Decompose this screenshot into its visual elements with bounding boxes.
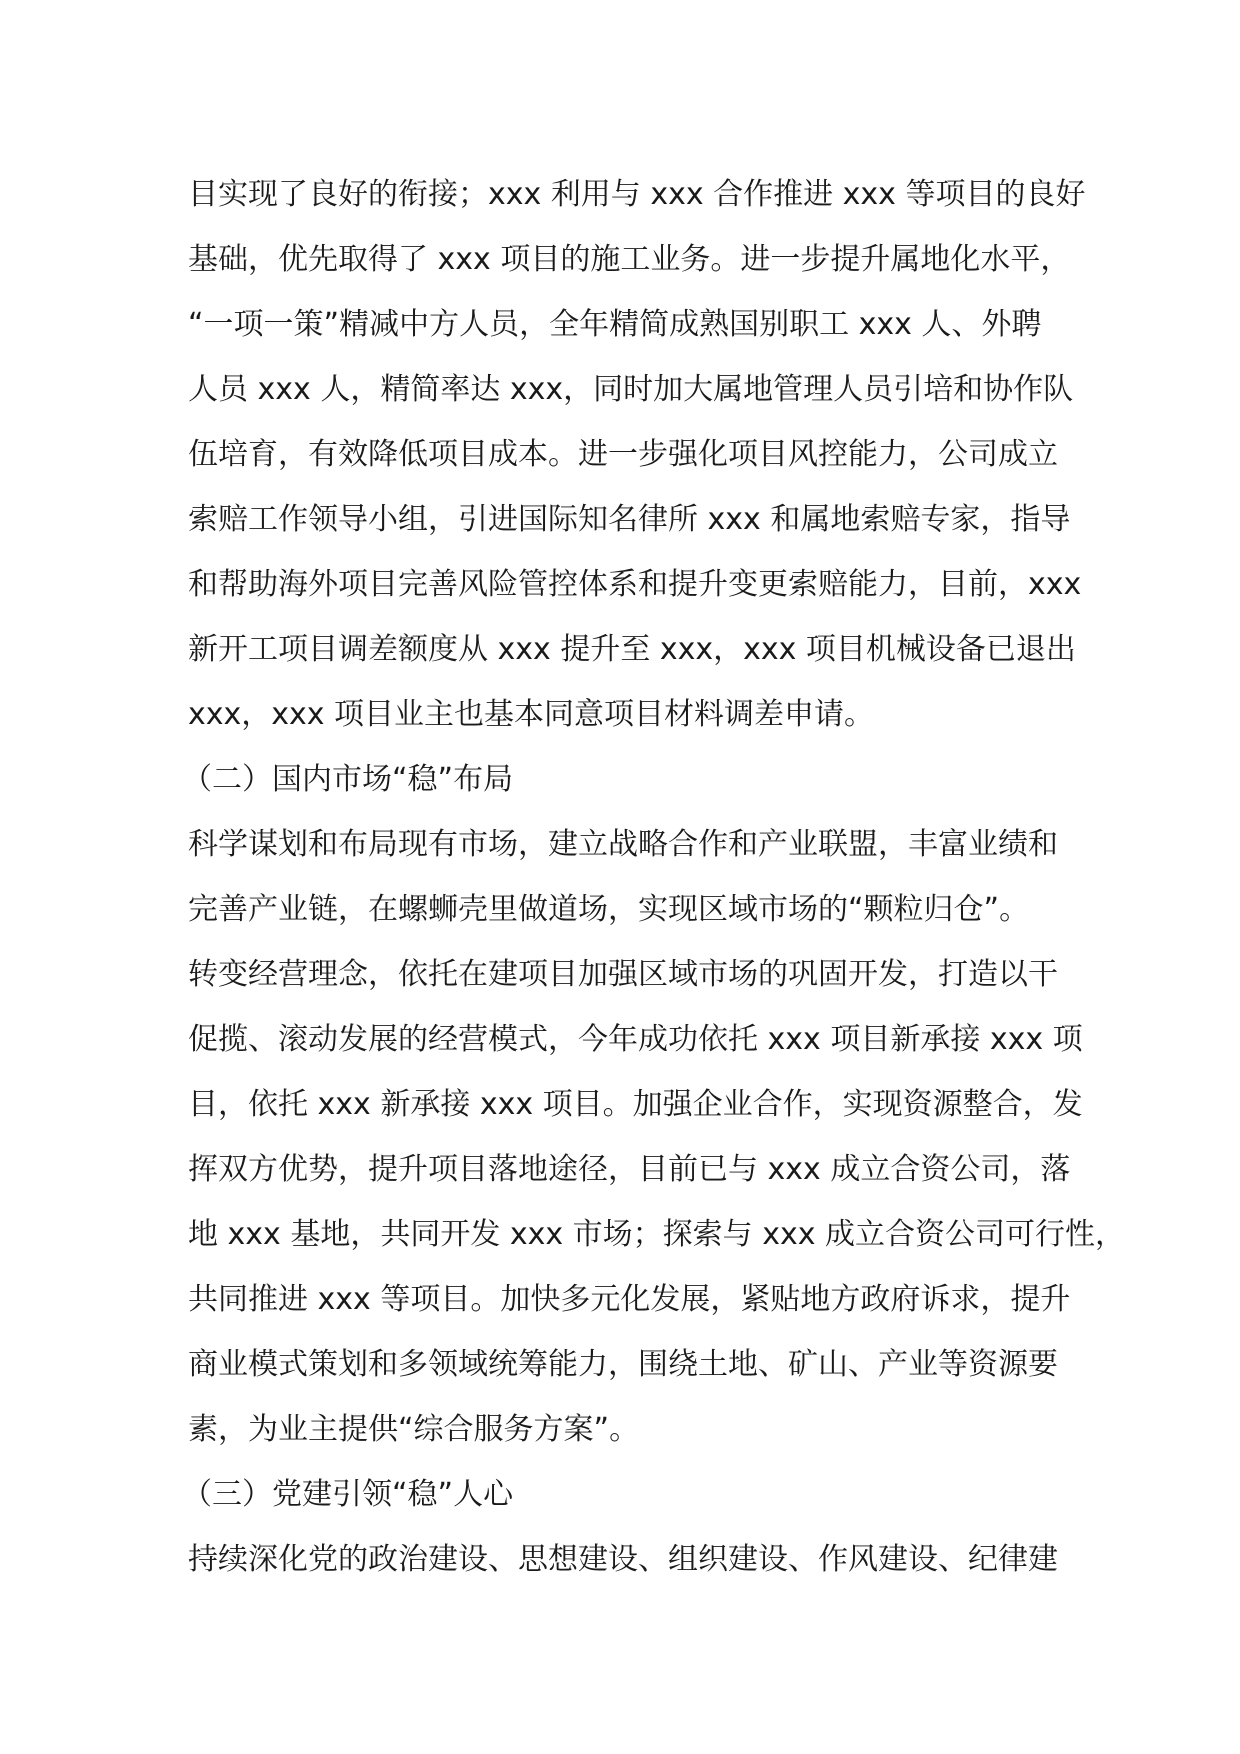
paragraph-line: 人员 xxx 人，精简率达 xxx，同时加大属地管理人员引培和协作队 — [188, 372, 1074, 407]
paragraph-line: 目，依托 xxx 新承接 xxx 项目。加强企业合作，实现资源整合，发 — [188, 1087, 1083, 1122]
paragraph-line: 地 xxx 基地，共同开发 xxx 市场；探索与 xxx 成立合资公司可行性， — [188, 1217, 1126, 1252]
paragraph-line: 科学谋划和布局现有市场，建立战略合作和产业联盟，丰富业绩和 — [188, 827, 1058, 862]
paragraph-line: 伍培育，有效降低项目成本。进一步强化项目风控能力，公司成立 — [188, 437, 1058, 472]
paragraph-line: 索赔工作领导小组，引进国际知名律所 xxx 和属地索赔专家，指导 — [188, 502, 1071, 537]
paragraph-line: 商业模式策划和多领域统筹能力，围绕土地、矿山、产业等资源要 — [188, 1347, 1058, 1382]
document-body — [182, 162, 1126, 1592]
paragraph-line: 素，为业主提供“综合服务方案”。 — [188, 1412, 640, 1447]
section-heading: （三）党建引领“稳”人心 — [182, 1477, 514, 1512]
paragraph-line: 挥双方优势，提升项目落地途径，目前已与 xxx 成立合资公司，落 — [188, 1152, 1071, 1187]
paragraph-line: xxx，xxx 项目业主也基本同意项目材料调差申请。 — [188, 697, 875, 732]
paragraph-line: 和帮助海外项目完善风险管控体系和提升变更索赔能力，目前，xxx — [188, 567, 1082, 602]
paragraph-line: 新开工项目调差额度从 xxx 提升至 xxx，xxx 项目机械设备已退出 — [188, 632, 1076, 667]
paragraph-line: 目实现了良好的衔接；xxx 利用与 xxx 合作推进 xxx 等项目的良好 — [188, 177, 1086, 212]
paragraph-line: 完善产业链，在螺蛳壳里做道场，实现区域市场的“颗粒归仓”。 — [188, 892, 1030, 927]
paragraph-line: 持续深化党的政治建设、思想建设、组织建设、作风建设、纪律建 — [188, 1542, 1058, 1577]
section-heading: （二）国内市场“稳”布局 — [182, 762, 514, 797]
paragraph-line: “一项一策”精减中方人员，全年精简成熟国别职工 xxx 人、外聘 — [188, 307, 1042, 342]
paragraph-line: 基础，优先取得了 xxx 项目的施工业务。进一步提升属地化水平， — [188, 242, 1071, 277]
paragraph-line: 转变经营理念，依托在建项目加强区域市场的巩固开发，打造以干 — [188, 957, 1058, 992]
paragraph-line: 共同推进 xxx 等项目。加快多元化发展，紧贴地方政府诉求，提升 — [188, 1282, 1071, 1317]
paragraph-line: 促揽、滚动发展的经营模式，今年成功依托 xxx 项目新承接 xxx 项 — [188, 1022, 1083, 1057]
